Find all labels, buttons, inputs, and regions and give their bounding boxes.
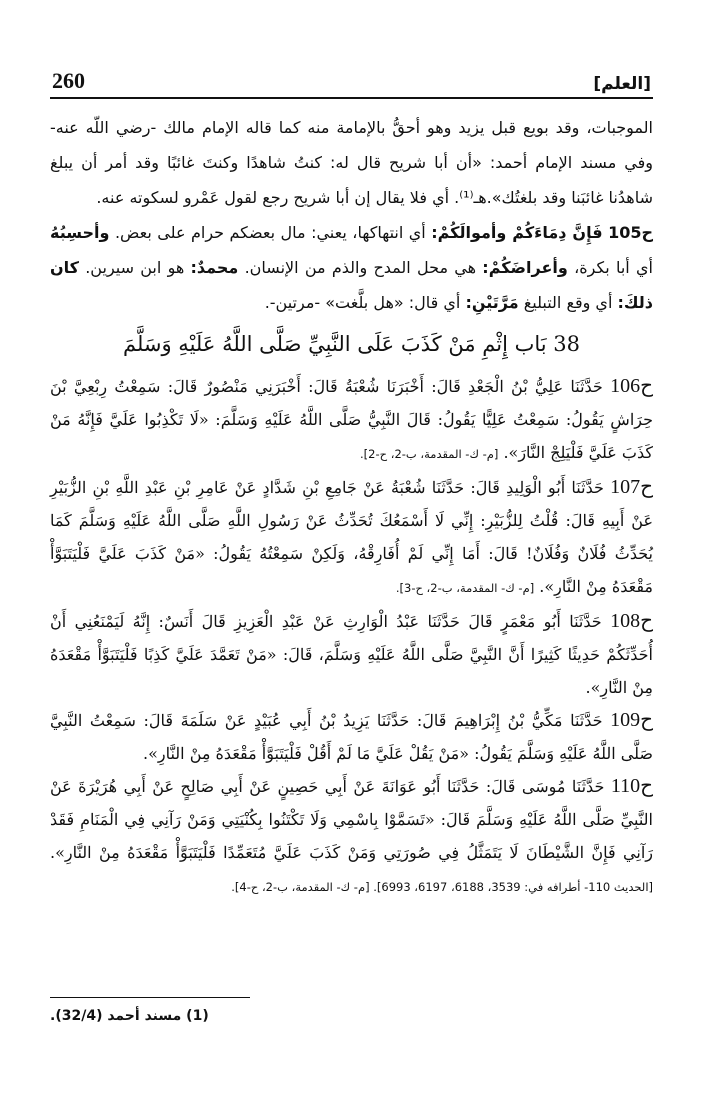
- hadith-110: [50, 770, 653, 904]
- note-term: وأحسِبُهُ: [50, 223, 110, 242]
- hadith-107: [50, 471, 653, 605]
- hadith-text: حَدَّثَنَا أَبُو الْوَلِيدِ قَالَ: حَدَّثَنَا شُعْبَةُ عَنْ جَامِعِ بْنِ شَدَّادٍ عَنْ عَامِرِ بْنِ عَبْدِ اللَّهِ بْنِ الزُّبَيْرِ عَنْ أَبِيهِ قَالَ: قُلْتُ لِلزُّبَيْرِ: إِنِّي لَا أَسْمَعُكَ تُحَدِّثُ عَنْ رَسُولِ اللَّهِ صَلَّى اللَّهُ عَلَيْهِ وَسَلَّمَ كَمَا يُحَدِّثُ فُلَانٌ وَفُلَانٌ! قَالَ: أَمَا إِنِّي لَمْ أُفَارِقْهُ، وَلَكِنْ سَمِعْتُهُ يَقُولُ: «مَنْ كَذَبَ عَلَيَّ فَلْيَتَبَوَّأْ مَقْعَدَهُ مِنْ النَّارِ».: [50, 478, 653, 596]
- hadith-text: حَدَّثَنَا أَبُو مَعْمَرٍ قَالَ حَدَّثَنَا عَبْدُ الْوَارِثِ عَنْ عَبْدِ الْعَزِيزِ قَالَ أَنَسٌ: إِنَّهُ لَيَمْنَعُنِي أَنْ أُحَدِّثَكُمْ حَدِيثًا كَثِيرًا أَنَّ النَّبِيَّ صَلَّى اللَّهُ عَلَيْهِ وَسَلَّمَ، قَالَ: «مَنْ تَعَمَّدَ عَلَيَّ كَذِبًا فَلْيَتَبَوَّأْ مَقْعَدَهُ مِنْ النَّارِ».: [50, 612, 653, 697]
- note-term: محمدٌ:: [190, 258, 239, 277]
- hadith-reference: [م- ك- المقدمة، ب-2، ح-3].: [395, 581, 535, 595]
- page-header: [52, 60, 651, 94]
- note-term: وأعراضَكُمْ:: [482, 258, 568, 277]
- note-text: أي انتهاكها، يعني: مال بعضكم حرام على بعض.: [114, 223, 426, 242]
- hadith-text: حَدَّثَنَا مَكِّيُّ بْنُ إِبْرَاهِيمَ قَالَ: حَدَّثَنَا يَزِيدُ بْنُ أَبِي عُبَيْدٍ عَنْ سَلَمَةَ قَالَ: سَمِعْتُ النَّبِيَّ صَلَّى اللَّهُ عَلَيْهِ وَسَلَّمَ يَقُولُ: «مَنْ يَقُلْ عَلَيَّ مَا لَمْ أَقُلْ فَلْيَتَبَوَّأْ مَقْعَدَهُ مِنْ النَّارِ».: [50, 711, 653, 763]
- chapter-title: 38 بَاب إِثْمِ مَنْ كَذَبَ عَلَى النَّبِيِّ صَلَّى اللَّهُ عَلَيْهِ وَسَلَّمَ: [122, 332, 581, 356]
- note-term: فَإِنَّ دِمَاءَكُمْ وأموالَكُمْ:: [431, 223, 603, 242]
- note-term: كان ذلكَ:: [50, 258, 653, 312]
- hadith-number: ح108: [610, 610, 653, 632]
- commentary-note-105: [50, 215, 653, 320]
- note-text: أي وقع التبليغ: [523, 293, 613, 312]
- hadith-108: [50, 605, 653, 704]
- page-number: 260: [52, 68, 85, 93]
- commentary-paragraph: [50, 110, 653, 215]
- page-body: [50, 110, 653, 904]
- hadith-number: ح106: [610, 375, 654, 397]
- hadith-text: حَدَّثَنَا مُوسَى قَالَ: حَدَّثَنَا أَبُو عَوَانَةَ عَنْ أَبِي حَصِينٍ عَنْ أَبِي صَالِحٍ عَنْ أَبِي هُرَيْرَةَ عَنْ النَّبِيِّ صَلَّى اللَّهُ عَلَيْهِ وَسَلَّمَ قَالَ: «تَسَمَّوْا بِاسْمِي وَلَا تَكْتَنُوا بِكُنْيَتِي وَمَنْ رَآنِي فِي الْمَنَامِ فَقَدْ رَآنِي فَإِنَّ الشَّيْطَانَ لَا يَتَمَثَّلُ فِي صُورَتِي وَمَنْ كَذَبَ عَلَيَّ مُتَعَمِّدًا فَلْيَتَبَوَّأْ مَقْعَدَهُ مِنْ النَّارِ».: [50, 777, 653, 862]
- hadith-text: حَدَّثَنَا عَلِيُّ بْنُ الْجَعْدِ قَالَ: أَخْبَرَنَا شُعْبَةُ قَالَ: أَخْبَرَنِي مَنْصُورٌ قَالَ: سَمِعْتُ رِبْعِيَّ بْنَ حِرَاشٍ يَقُولُ: سَمِعْتُ عَلِيًّا يَقُولُ: قَالَ النَّبِيُّ صَلَّى اللَّهُ عَلَيْهِ وَسَلَّمَ: «لَا تَكْذِبُوا عَلَيَّ فَإِنَّهُ مَنْ كَذَبَ عَلَيَّ فَلْيَلِجْ النَّارَ».: [50, 377, 653, 462]
- hadith-106: [50, 370, 653, 471]
- hadith-reference: [الحديث 110- أطرافه في: 3539، 6188، 6197، 6993]. [م- ك- المقدمة، ب-2، ح-4].: [231, 880, 653, 894]
- header-rule: [50, 97, 653, 99]
- note-text: أي قال: «هل بلَّغت» -مرتين-.: [264, 293, 461, 312]
- note-term: مَرَّتَيْنِ:: [465, 293, 519, 312]
- running-head: [العلم]: [593, 74, 651, 94]
- commentary-line: الموجبات، وقد بويع قبل يزيد وهو أحقُّ بالإمامة منه كما قاله الإمام مالك -رضي اللّه عنه-: [50, 118, 653, 137]
- commentary-line: شاهدُنا غائبَنا وقد بلغتُك».هـ⁽¹⁾. أي فلا يقال إن أبا شريح رجع لقول عَمْرو لسكوته عنه.: [96, 188, 653, 207]
- note-text: هو ابن سيرين.: [85, 258, 185, 277]
- commentary-line: وفي مسند الإمام أحمد: «أن أبا شريح قال له: كنتُ شاهدًا وكنتَ غائبًا وقد أمر أن يبلغ: [50, 153, 653, 172]
- hadith-number: ح107: [610, 476, 653, 498]
- footnote: (1) مسند أحمد (32/4).: [50, 1008, 209, 1024]
- note-marker: ح105: [608, 223, 653, 242]
- hadith-reference: [م- ك- المقدمة، ب-2، ح-2].: [360, 447, 499, 461]
- hadith-number: ح110: [610, 775, 653, 797]
- footnote-rule: [50, 997, 250, 998]
- note-text: هي محل المدح والذم من الإنسان.: [244, 258, 477, 277]
- hadith-109: [50, 704, 653, 770]
- note-text: أي أبا بكرة،: [574, 258, 653, 277]
- hadith-number: ح109: [610, 709, 653, 731]
